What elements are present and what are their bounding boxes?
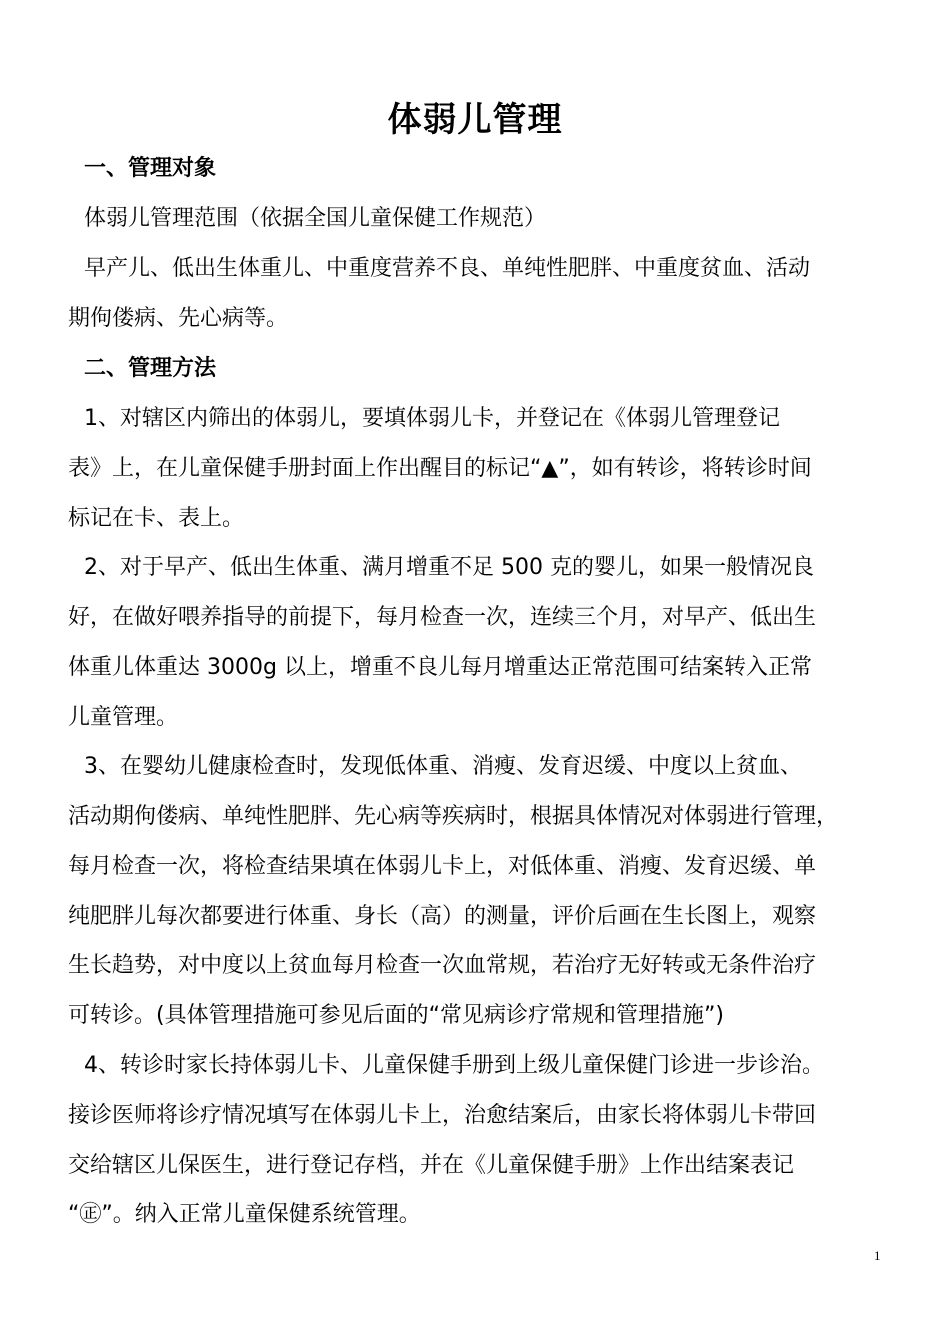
paragraph-line: 体弱儿管理范围（依据全国儿童保健工作规范） xyxy=(84,206,547,231)
document-title: 体弱儿管理 xyxy=(387,100,563,140)
page-number: 1 xyxy=(874,1248,881,1263)
paragraph-line: 期佝偻病、先心病等。 xyxy=(68,306,289,331)
paragraph-line: 交给辖区儿保医生，进行登记存档，并在《儿童保健手册》上作出结案表记 xyxy=(68,1153,795,1178)
paragraph-line: 每月检查一次，将检查结果填在体弱儿卡上，对低体重、消瘦、发育迟缓、单 xyxy=(68,854,817,879)
paragraph-line: 早产儿、低出生体重儿、中重度营养不良、单纯性肥胖、中重度贫血、活动 xyxy=(84,256,811,281)
paragraph-line: 生长趋势，对中度以上贫血每月检查一次血常规，若治疗无好转或无条件治疗 xyxy=(68,953,817,978)
paragraph-line: 接诊医师将诊疗情况填写在体弱儿卡上，治愈结案后，由家长将体弱儿卡带回 xyxy=(68,1103,817,1128)
paragraph-line: “㊣”。纳入正常儿童保健系统管理。 xyxy=(68,1202,421,1227)
paragraph-line: 体重儿体重达 3000g 以上，增重不良儿每月增重达正常范围可结案转入正常 xyxy=(68,655,812,680)
paragraph-line: 表》上，在儿童保健手册封面上作出醒目的标记“▲”，如有转诊，将转诊时间 xyxy=(68,456,812,481)
paragraph-line: 儿童管理。 xyxy=(68,705,179,730)
paragraph-line: 纯肥胖儿每次都要进行体重、身长（高）的测量，评价后画在生长图上，观察 xyxy=(68,904,817,929)
section-heading-management-target: 一、管理对象 xyxy=(84,156,217,181)
section-heading-management-method: 二、管理方法 xyxy=(84,356,217,381)
paragraph-line: 1、对辖区内筛出的体弱儿，要填体弱儿卡，并登记在《体弱儿管理登记 xyxy=(84,406,780,431)
paragraph-line: 活动期佝偻病、单纯性肥胖、先心病等疾病时，根据具体情况对体弱进行管理， xyxy=(68,804,839,829)
paragraph-line: 好，在做好喂养指导的前提下，每月检查一次，连续三个月，对早产、低出生 xyxy=(68,605,817,630)
paragraph-line: 2、对于早产、低出生体重、满月增重不足 500 克的婴儿，如果一般情况良 xyxy=(84,555,814,580)
paragraph-line: 3、在婴幼儿健康检查时，发现低体重、消瘦、发育迟缓、中度以上贫血、 xyxy=(84,754,802,779)
paragraph-line: 标记在卡、表上。 xyxy=(68,506,245,531)
paragraph-line: 4、转诊时家长持体弱儿卡、儿童保健手册到上级儿童保健门诊进一步诊治。 xyxy=(84,1053,824,1078)
paragraph-line: 可转诊。(具体管理措施可参见后面的“常见病诊疗常规和管理措施”) xyxy=(68,1003,724,1028)
